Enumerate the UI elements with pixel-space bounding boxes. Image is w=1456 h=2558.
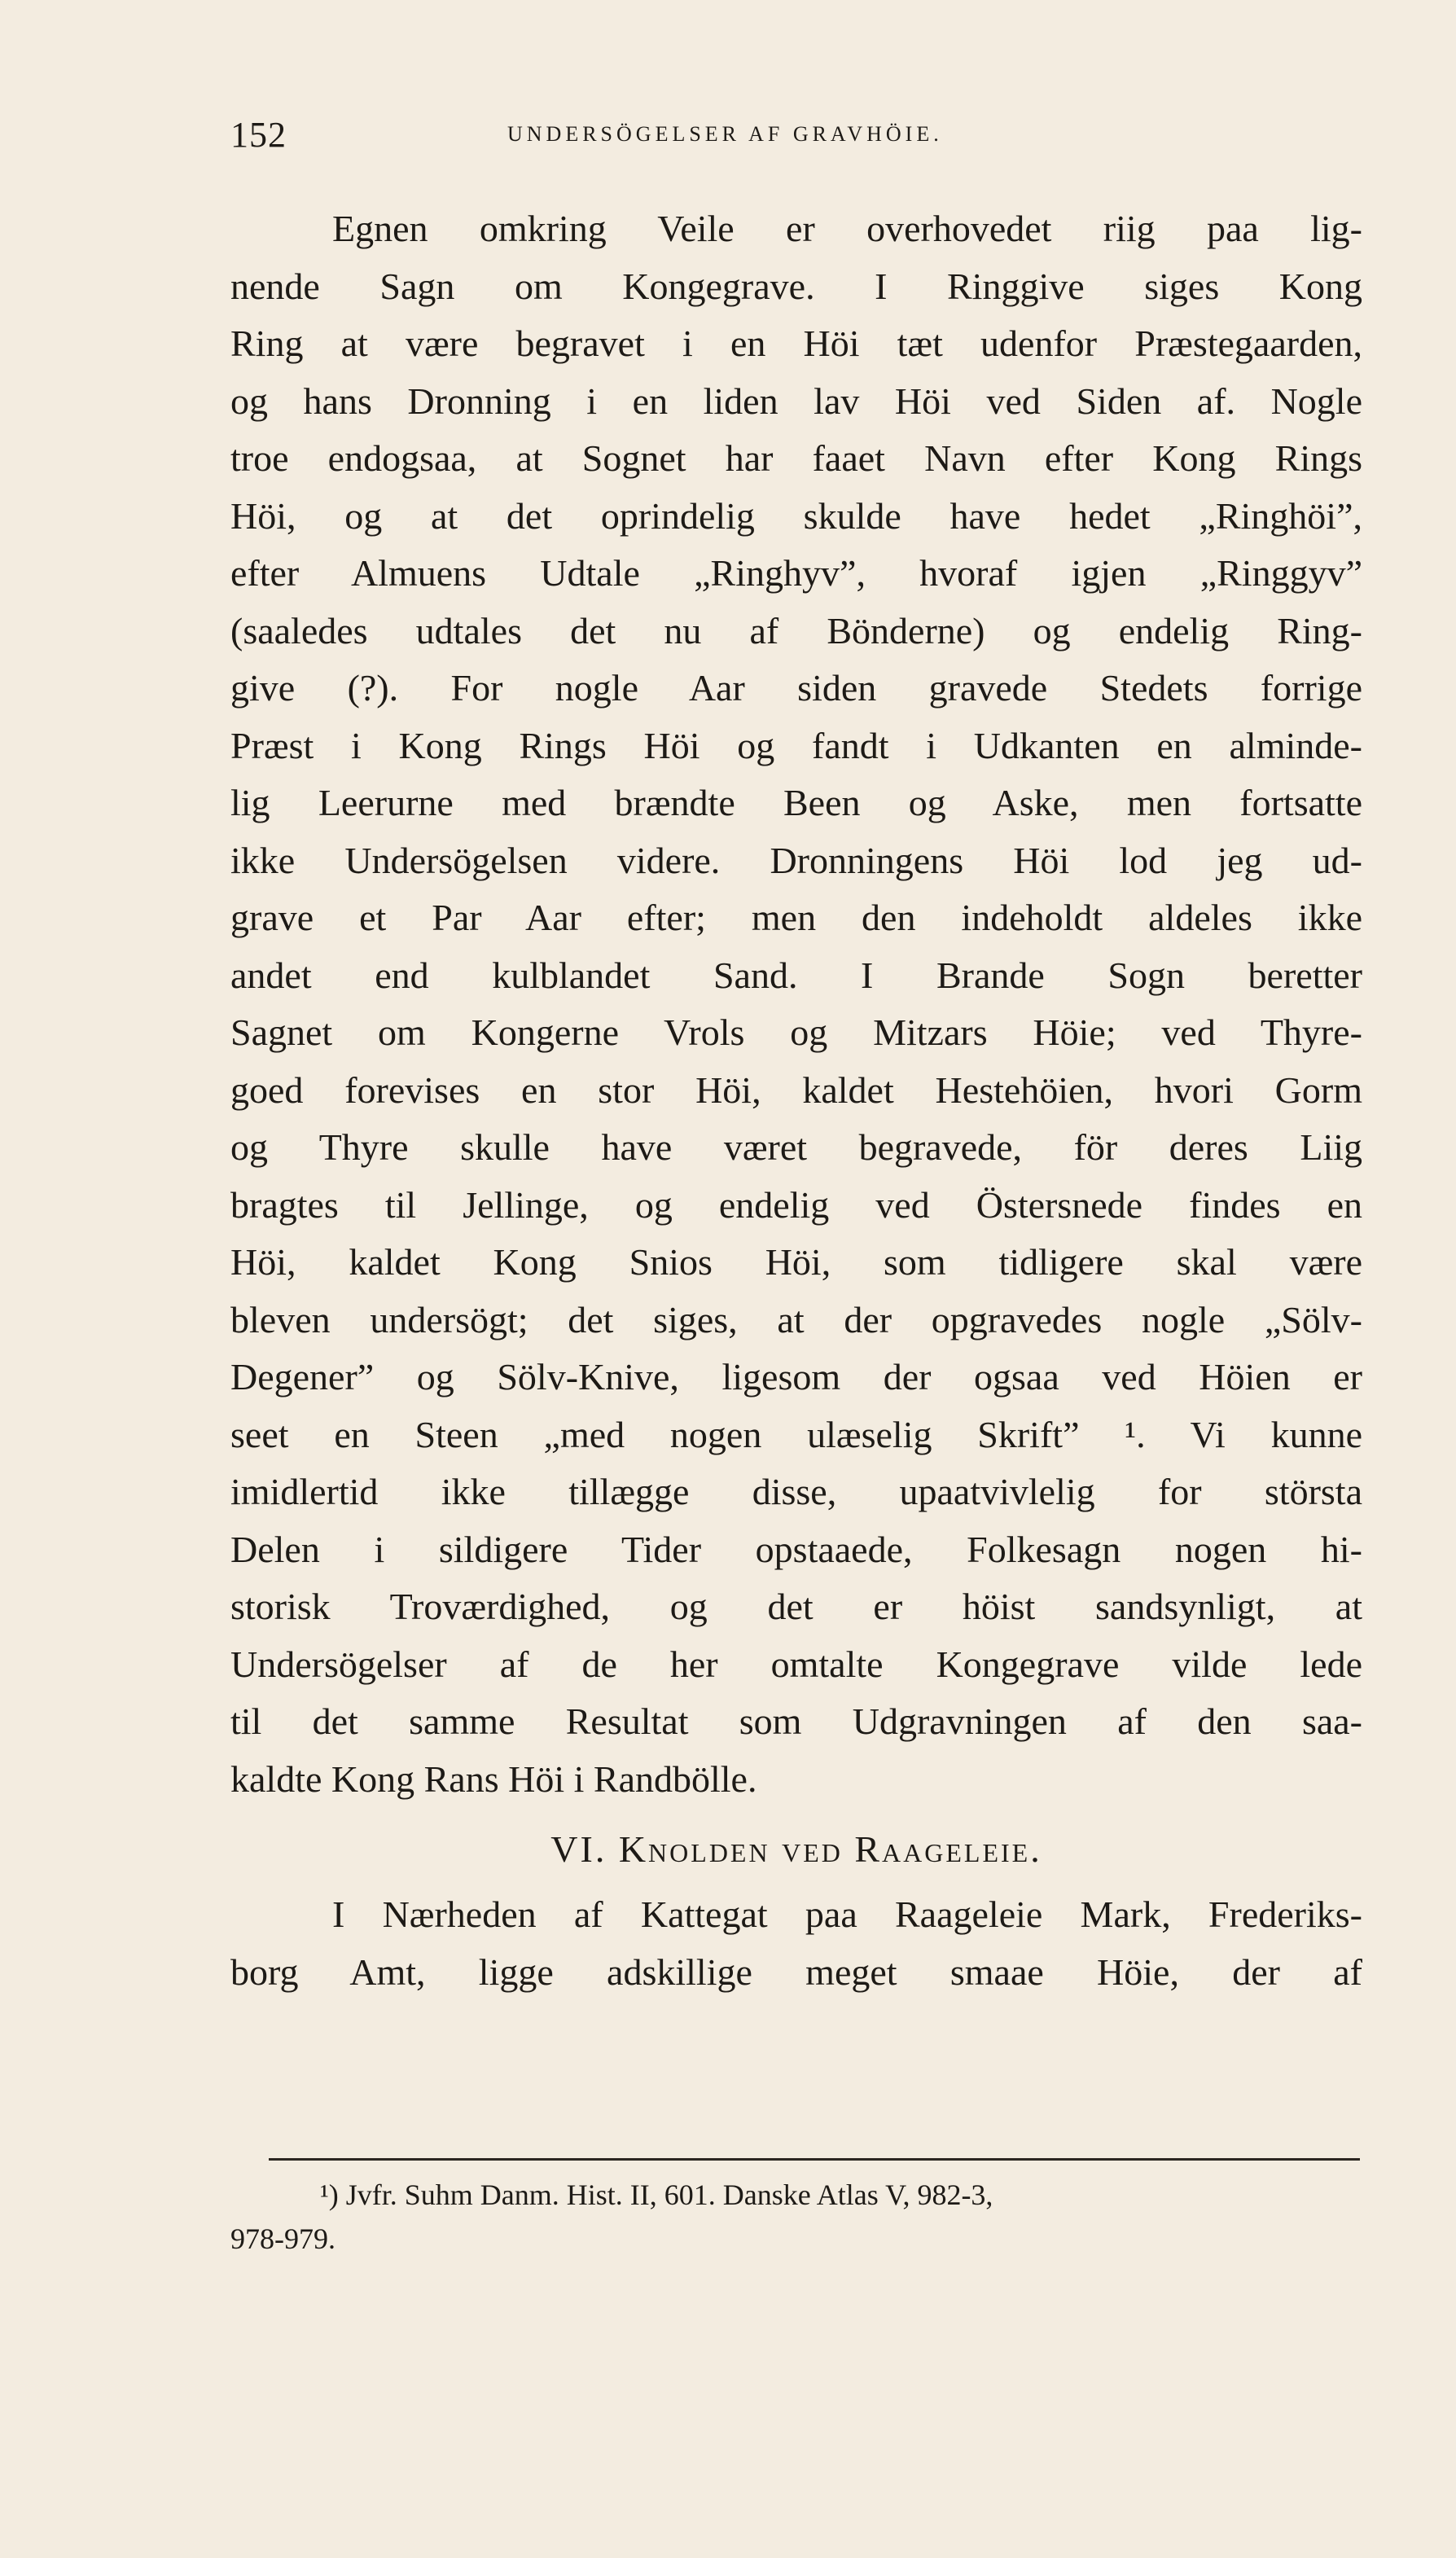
text-line: grave et Par Aar efter; men den indeholdt aldeles ikke bbox=[230, 897, 1362, 938]
text-line: efter Almuens Udtale „Ringhyv”, hvoraf igjen „Ringgyv” bbox=[230, 552, 1362, 594]
running-title: UNDERSÖGELSER AF GRAVHÖIE. bbox=[507, 122, 943, 146]
text-line: storisk Troværdighed, og det er höist sandsynligt, at bbox=[230, 1586, 1362, 1627]
text-line: Præst i Kong Rings Höi og fandt i Udkanten en alminde- bbox=[230, 724, 1362, 766]
text-line: troe endogsaa, at Sognet har faaet Navn efter Kong Rings bbox=[230, 437, 1362, 479]
text-line: lig Leerurne med brændte Been og Aske, men fortsatte bbox=[230, 782, 1362, 823]
text-line: give (?). For nogle Aar siden gravede Stedets forrige bbox=[230, 667, 1362, 709]
text-line: seet en Steen „med nogen ulæselig Skrift” ¹. Vi kunne bbox=[230, 1413, 1362, 1455]
text-line: Delen i sildigere Tider opstaaede, Folkesagn nogen hi- bbox=[230, 1528, 1362, 1570]
footnote-rule bbox=[269, 2158, 1360, 2161]
section-title: Knolden ved Raageleie. bbox=[618, 1828, 1042, 1870]
body-text bbox=[230, 200, 1362, 2001]
text-line: kaldte Kong Rans Höi i Randbölle. bbox=[230, 1757, 757, 1800]
page-header bbox=[230, 114, 1370, 163]
text-line: og Thyre skulle have været begravede, för deres Liig bbox=[230, 1126, 1362, 1168]
page-number: 152 bbox=[230, 115, 287, 155]
section-heading bbox=[230, 1813, 1362, 1886]
text-line: Höi, og at det oprindelig skulde have hedet „Ringhöi”, bbox=[230, 494, 1362, 537]
text-line: Egnen omkring Veile er overhovedet riig paa lig- bbox=[332, 208, 1362, 249]
text-line: ikke Undersögelsen videre. Dronningens Höi lod jeg ud- bbox=[230, 839, 1362, 881]
section-numeral: VI. bbox=[550, 1828, 607, 1870]
footnote-line: ¹) Jvfr. Suhm Danm. Hist. II, 601. Danske Atlas V, 982-3, bbox=[320, 2178, 993, 2211]
text-line: Höi, kaldet Kong Snios Höi, som tidligere skal være bbox=[230, 1241, 1362, 1283]
text-line: borg Amt, ligge adskillige meget smaae Höie, der af bbox=[230, 1950, 1362, 1993]
footnote-line: 978-979. bbox=[230, 2222, 335, 2255]
text-line: bleven undersögt; det siges, at der opgravedes nogle „Sölv- bbox=[230, 1298, 1362, 1340]
text-line: Degener” og Sölv-Knive, ligesom der ogsaa ved Höien er bbox=[230, 1356, 1362, 1397]
text-line: andet end kulblandet Sand. I Brande Sogn beretter bbox=[230, 954, 1362, 996]
text-line: (saaledes udtales det nu af Bönderne) og endelig Ring- bbox=[230, 609, 1362, 652]
footnote bbox=[230, 2173, 1362, 2261]
text-line: og hans Dronning i en liden lav Höi ved Siden af. Nogle bbox=[230, 380, 1362, 422]
text-line: til det samme Resultat som Udgravningen af den saa- bbox=[230, 1700, 1362, 1742]
text-line: imidlertid ikke tillægge disse, upaatvivlelig for största bbox=[230, 1471, 1362, 1512]
text-line: I Nærheden af Kattegat paa Raageleie Mark, Frederiks- bbox=[332, 1893, 1362, 1935]
text-line: bragtes til Jellinge, og endelig ved Östersnede findes en bbox=[230, 1183, 1362, 1226]
text-line: Sagnet om Kongerne Vrols og Mitzars Höie; ved Thyre- bbox=[230, 1011, 1362, 1053]
text-line: goed forevises en stor Höi, kaldet Hestehöien, hvori Gorm bbox=[230, 1068, 1362, 1111]
text-line: Undersögelser af de her omtalte Kongegrave vilde lede bbox=[230, 1643, 1362, 1685]
text-line: nende Sagn om Kongegrave. I Ringgive siges Kong bbox=[230, 265, 1362, 307]
text-line: Ring at være begravet i en Höi tæt udenfor Præstegaarden, bbox=[230, 322, 1362, 364]
